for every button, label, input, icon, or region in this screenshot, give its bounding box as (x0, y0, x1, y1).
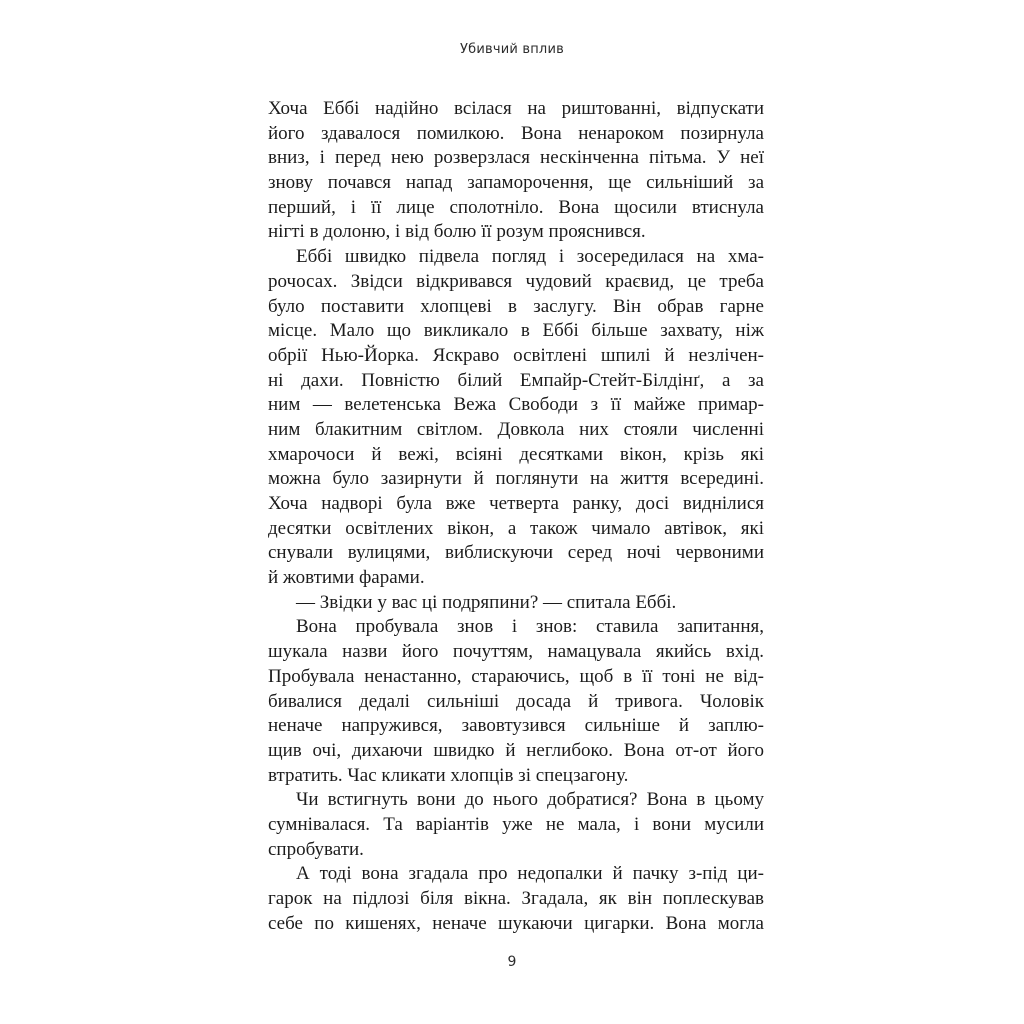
text-line: можна було зазирнути й поглянути на життя всередині. (268, 468, 764, 490)
text-line: спробувати. (268, 838, 364, 860)
text-line: Хоча Еббі надійно всілася на риштованні, відпускати (268, 98, 764, 119)
text-line: себе по кишенях, неначе шукаючи цигарки. Вона могла (268, 912, 764, 934)
text-line: обрії Нью-Йорка. Яскраво освітлені шпилі й незлічен- (268, 344, 764, 366)
text-line: шукала назви його почуттям, намацувала якийсь вхід. (268, 641, 764, 663)
text-line: знову почався напад запаморочення, ще сильніший за (268, 172, 764, 194)
text-line: Хоча надворі була вже четверта ранку, досі виднілися (268, 493, 764, 514)
text-line: снували вулицями, виблискуючи серед ночі червоними (268, 542, 764, 564)
paragraph (268, 245, 764, 591)
paragraph (268, 862, 764, 936)
text-line: Вона пробувала знов і знов: ставила запитання, (296, 616, 764, 638)
text-line: бивалися дедалі сильніші досада й тривога. Чоловік (268, 690, 764, 712)
text-line: його здавалося помилкою. Вона ненароком позирнула (268, 122, 764, 144)
text-line: втратить. Час кликати хлопців зі спецзагону. (268, 764, 629, 786)
text-line: Пробувала ненастанно, стараючись, щоб в її тоні не від- (268, 665, 764, 687)
paragraph (268, 591, 764, 616)
paragraph (268, 788, 764, 862)
text-line: й жовтими фарами. (268, 567, 425, 589)
text-line: ні дахи. Повністю білий Емпайр-Стейт-Білдінґ, а за (268, 369, 764, 391)
body-text (268, 97, 764, 936)
paragraph (268, 615, 764, 788)
text-line: було поставити хлопцеві в заслугу. Він обрав гарне (268, 295, 764, 317)
text-line: гарок на підлозі біля вікна. Згадала, як він поплескував (268, 888, 764, 909)
text-line: рочосах. Звідси відкривався чудовий краєвид, це треба (268, 270, 764, 292)
text-line: нігті в долоню, і від болю її розум прояснився. (268, 221, 646, 243)
text-line: десятки освітлених вікон, а також чимало автівок, які (268, 517, 764, 539)
text-line: Еббі швидко підвела погляд і зосередилася на хма- (296, 246, 764, 268)
text-line: вниз, і перед нею розверзлася нескінченна пітьма. У неї (268, 147, 764, 169)
text-line: неначе напружився, завовтузився сильніше й заплю- (268, 715, 764, 737)
text-line: ним — велетенська Вежа Свободи з її майже примар- (268, 394, 764, 416)
text-line: сумнівалася. Та варіантів уже не мала, і вони мусили (268, 813, 764, 835)
text-line: перший, і її лице сполотніло. Вона щосили втиснула (268, 196, 764, 218)
text-line: ним блакитним світлом. Довкола них стояли численні (268, 418, 764, 440)
paragraph (268, 97, 764, 245)
text-line: А тоді вона згадала про недопалки й пачку з-під ци- (296, 863, 764, 885)
text-line: щив очі, дихаючи швидко й неглибоко. Вона от-от його (268, 739, 764, 761)
text-line: місце. Мало що викликало в Еббі більше захвату, ніж (268, 320, 764, 342)
text-line: хмарочоси й вежі, всіяні десятками вікон, крізь які (268, 443, 764, 465)
page-number: 9 (507, 954, 517, 970)
running-header: Убивчий вплив (460, 42, 564, 57)
text-line: — Звідки у вас ці подряпини? — спитала Еббі. (296, 591, 677, 613)
text-line: Чи встигнуть вони до нього добратися? Вона в цьому (296, 789, 764, 811)
